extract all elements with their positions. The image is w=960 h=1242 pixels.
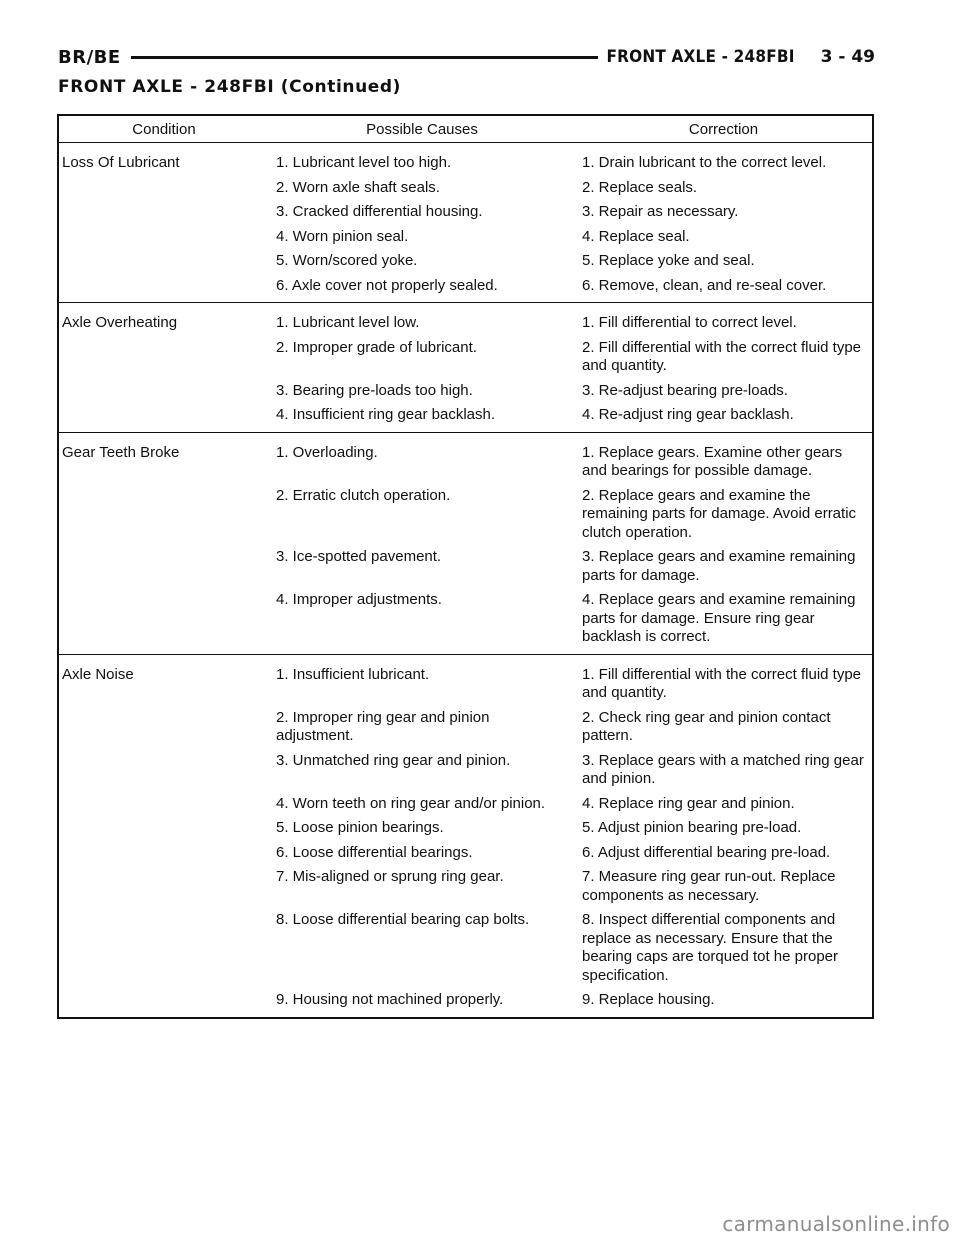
condition-cell	[59, 709, 269, 746]
cause-cell: 1. Insufficient lubricant.	[276, 665, 430, 683]
cause-cell: 6. Axle cover not properly sealed.	[276, 276, 498, 294]
condition-cell	[59, 844, 269, 863]
correction-cell: 2. Replace gears and examine the remaining parts for damage. Avoid erratic clutch operation.	[582, 486, 857, 541]
correction-cell: 7. Measure ring gear run-out. Replace components as necessary.	[582, 868, 836, 904]
condition-cell	[59, 819, 269, 838]
condition-cell	[59, 795, 269, 814]
watermark: carmanualsonline.info	[722, 1212, 950, 1236]
table-row	[59, 382, 872, 401]
condition-cell	[59, 406, 269, 425]
cause-cell: 3. Unmatched ring gear and pinion.	[276, 751, 511, 769]
cause-cell: 6. Loose differential bearings.	[276, 843, 473, 861]
condition-cell	[59, 277, 269, 296]
cause-cell: 5. Worn/scored yoke.	[276, 252, 418, 269]
correction-cell: 2. Fill differential with the correct fluid type and quantity.	[582, 338, 862, 374]
cause-cell: 3. Ice-spotted pavement.	[276, 548, 442, 565]
cause-cell: 5. Loose pinion bearings.	[276, 819, 444, 836]
column-header-causes: Possible Causes	[366, 120, 478, 138]
table-header	[59, 116, 872, 143]
correction-cell: 2. Replace seals.	[582, 178, 698, 196]
condition-cell: Gear Teeth Broke	[62, 443, 180, 461]
header-rule	[131, 56, 599, 59]
condition-cell	[59, 487, 269, 543]
condition-cell	[59, 228, 269, 247]
correction-cell: 9. Replace housing.	[582, 991, 715, 1008]
cause-cell: 3. Cracked differential housing.	[276, 203, 483, 220]
correction-cell: 1. Fill differential with the correct fluid type and quantity.	[582, 665, 862, 701]
table-row	[59, 591, 872, 647]
cause-cell: 4. Insufficient ring gear backlash.	[276, 406, 496, 423]
correction-cell: 5. Replace yoke and seal.	[582, 252, 755, 269]
condition-cell	[59, 382, 269, 401]
table-row	[59, 991, 872, 1010]
header-section: FRONT AXLE - 248FBI	[606, 47, 795, 67]
table-row	[59, 819, 872, 838]
condition-cell	[59, 339, 269, 376]
page-header	[58, 44, 875, 70]
table-row	[59, 844, 872, 863]
table-row	[59, 487, 872, 543]
table-row	[59, 228, 872, 247]
table-row	[59, 666, 872, 703]
correction-cell: 3. Replace gears with a matched ring gear and pinion.	[582, 751, 864, 787]
cause-cell: 1. Lubricant level low.	[276, 314, 420, 331]
correction-cell: 4. Replace ring gear and pinion.	[582, 794, 795, 812]
cause-cell: 9. Housing not machined properly.	[276, 991, 504, 1008]
cause-cell: 8. Loose differential bearing cap bolts.	[276, 911, 530, 928]
table-row	[59, 339, 872, 376]
condition-cell	[59, 991, 269, 1010]
correction-cell: 5. Adjust pinion bearing pre-load.	[582, 819, 802, 836]
cause-cell: 1. Lubricant level too high.	[276, 154, 452, 171]
table-row	[59, 444, 872, 481]
header-model: BR/BE	[58, 46, 121, 68]
table-row	[59, 911, 872, 985]
condition-group	[59, 303, 872, 433]
cause-cell: 2. Erratic clutch operation.	[276, 486, 451, 504]
cause-cell: 4. Improper adjustments.	[276, 591, 442, 608]
table-row	[59, 795, 872, 814]
correction-cell: 3. Re-adjust bearing pre-loads.	[582, 381, 788, 399]
condition-group	[59, 655, 872, 1017]
cause-cell: 2. Improper ring gear and pinion adjustment.	[276, 708, 490, 744]
correction-cell: 6. Remove, clean, and re-seal cover.	[582, 276, 827, 294]
condition-cell	[59, 548, 269, 585]
correction-cell: 4. Re-adjust ring gear backlash.	[582, 406, 794, 423]
correction-cell: 3. Replace gears and examine remaining parts for damage.	[582, 548, 856, 584]
diagnosis-table	[57, 114, 874, 1019]
cause-cell: 4. Worn pinion seal.	[276, 227, 409, 245]
correction-cell: 2. Check ring gear and pinion contact pattern.	[582, 708, 831, 744]
table-row	[59, 179, 872, 198]
condition-group	[59, 433, 872, 655]
table-row	[59, 868, 872, 905]
cause-cell: 2. Improper grade of lubricant.	[276, 338, 477, 356]
correction-cell: 1. Drain lubricant to the correct level.	[582, 154, 827, 171]
correction-cell: 1. Replace gears. Examine other gears and bearings for possible damage.	[582, 443, 843, 479]
table-row	[59, 252, 872, 271]
condition-cell: Axle Overheating	[62, 314, 178, 331]
correction-cell: 3. Repair as necessary.	[582, 203, 739, 220]
condition-cell	[59, 868, 269, 905]
condition-cell	[59, 203, 269, 222]
correction-cell: 1. Fill differential to correct level.	[582, 314, 797, 331]
condition-cell: Loss Of Lubricant	[62, 154, 180, 171]
table-row	[59, 752, 872, 789]
cause-cell: 2. Worn axle shaft seals.	[276, 178, 440, 196]
condition-cell: Axle Noise	[62, 665, 134, 683]
table-row	[59, 203, 872, 222]
condition-cell	[59, 752, 269, 789]
section-title: FRONT AXLE - 248FBI (Continued)	[58, 77, 402, 97]
correction-cell: 4. Replace seal.	[582, 227, 690, 245]
correction-cell: 8. Inspect differential components and replace as necessary. Ensure that the bearing caps are torqued tot he proper specification.	[582, 911, 839, 984]
condition-cell	[59, 911, 269, 985]
table-row	[59, 406, 872, 425]
cause-cell: 1. Overloading.	[276, 443, 378, 461]
table-row	[59, 154, 872, 173]
condition-cell	[59, 179, 269, 198]
table-row	[59, 277, 872, 296]
column-header-correction: Correction	[688, 120, 759, 138]
cause-cell: 4. Worn teeth on ring gear and/or pinion.	[276, 794, 546, 812]
page-number: 3 - 49	[820, 47, 875, 67]
cause-cell: 3. Bearing pre-loads too high.	[276, 381, 473, 399]
correction-cell: 4. Replace gears and examine remaining parts for damage. Ensure ring gear backlash is correct.	[582, 591, 856, 645]
correction-cell: 6. Adjust differential bearing pre-load.	[582, 843, 831, 861]
table-row	[59, 709, 872, 746]
column-header-condition: Condition	[132, 120, 196, 138]
condition-cell	[59, 591, 269, 647]
table-row	[59, 548, 872, 585]
condition-group	[59, 143, 872, 303]
condition-cell	[59, 252, 269, 271]
table-body	[59, 143, 872, 1017]
cause-cell: 7. Mis-aligned or sprung ring gear.	[276, 868, 504, 885]
table-row	[59, 314, 872, 333]
